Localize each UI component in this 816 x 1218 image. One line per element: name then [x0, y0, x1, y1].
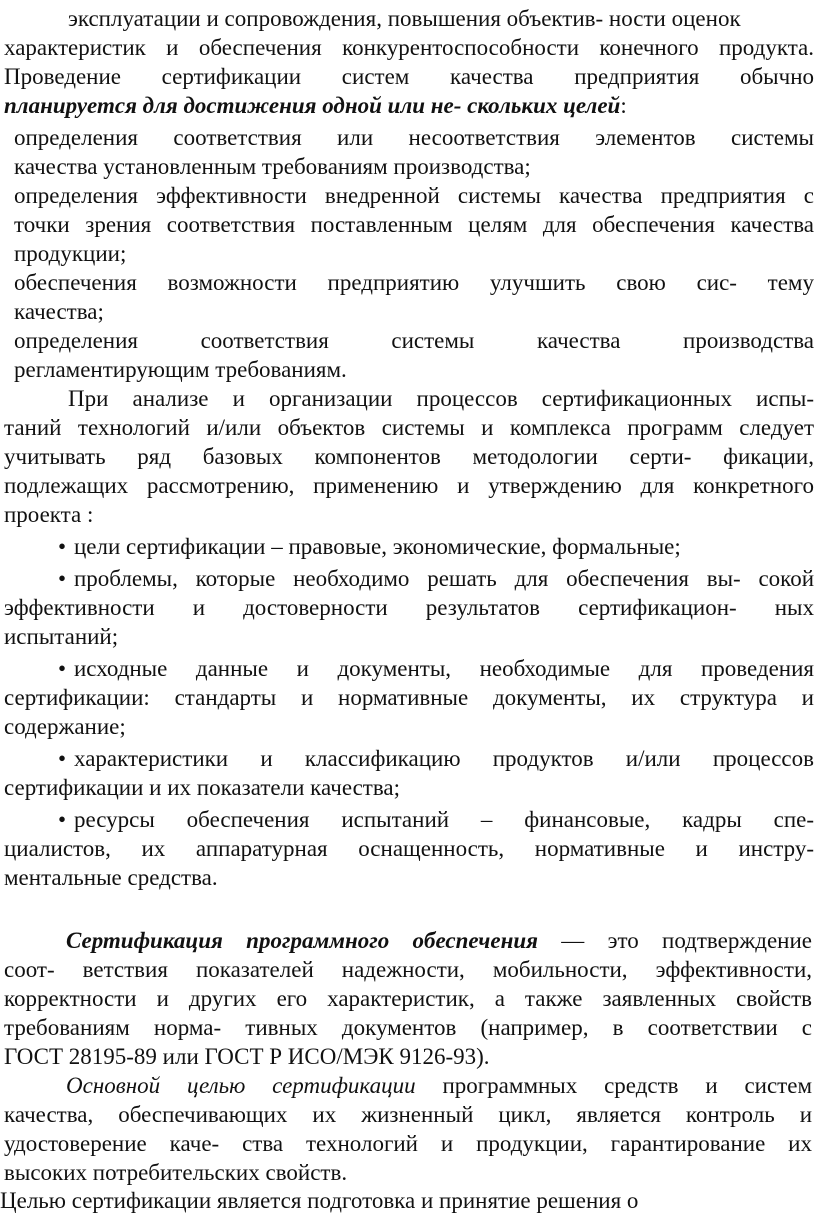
text-line: Сертификация программного обеспечения — это подтверждение — [66, 928, 812, 953]
text-line: эксплуатации и сопровождения, повышения объектив- ности оценок — [68, 6, 741, 31]
emphasis-text: планируется для достижения одной или не- скольких целей — [4, 93, 621, 118]
text-line: Основной целью сертификации программных средств и систем — [66, 1073, 813, 1098]
list-item: обеспечения возможности предприятию улучшить свою сис- тему — [14, 270, 814, 295]
text-line: сертификации и их показатели качества; — [4, 775, 401, 800]
bullet-icon: • — [58, 566, 67, 591]
bullet-item: • цели сертификации – правовые, экономические, формальные; — [58, 534, 681, 559]
emphasis-text: Основной целью сертификации — [66, 1073, 416, 1098]
text-line: испытаний; — [4, 624, 119, 649]
bullet-icon: • — [58, 656, 67, 681]
text-line: Целью сертификации является подготовка и принятие решения о — [0, 1188, 639, 1213]
text-line: эффективности и достоверности результатов сертификацион- ных — [4, 595, 814, 620]
text-line: сертификации: стандарты и нормативные документы, их структура и — [4, 685, 814, 710]
bullet-item: • характеристики и классификацию продуктов и/или процессов — [58, 746, 814, 771]
text-line: высоких потребительских свойств. — [4, 1160, 348, 1185]
text-line: циалистов, их аппаратурная оснащенность, нормативные и инстру- — [4, 836, 814, 861]
list-item: определения эффективности внедренной системы качества предприятия с — [14, 183, 814, 208]
text-line: учитывать ряд базовых компонентов методологии серти- фикации, — [4, 444, 814, 469]
text-line: регламентирующим требованиям. — [14, 357, 347, 382]
text-line: проекта : — [4, 502, 94, 527]
text-line: требованиям норма- тивных документов (например, в соответствии с — [4, 1015, 812, 1040]
text-line: Проведение сертификации систем качества предприятия обычно — [4, 64, 814, 89]
text-line: качества, обеспечивающих их жизненный цикл, является контроль и — [4, 1102, 812, 1127]
text-line: планируется для достижения одной или не- скольких целей: — [4, 93, 627, 118]
text-line: содержание; — [4, 714, 126, 739]
bullet-icon: • — [58, 807, 67, 832]
text-line: подлежащих рассмотрению, применению и утверждению для конкретного — [4, 473, 814, 498]
text-line: ментальные средства. — [4, 865, 218, 890]
text-line: качества установленным требованиям производства; — [14, 154, 531, 179]
text-line: соот- ветствия показателей надежности, мобильности, эффективности, — [4, 957, 812, 982]
text-line: При анализе и организации процессов сертификационных испы- — [68, 386, 814, 411]
list-item: определения соответствия системы качества производства — [14, 328, 814, 353]
bullet-item: • проблемы, которые необходимо решать для обеспечения вы- сокой — [58, 566, 814, 591]
bullet-icon: • — [58, 534, 67, 559]
text-line: качества; — [14, 299, 104, 324]
list-item: определения соответствия или несоответствия элементов системы — [14, 125, 814, 150]
text-line: точки зрения соответствия поставленным целям для обеспечения качества — [14, 212, 814, 237]
bullet-item: • исходные данные и документы, необходимые для проведения — [58, 656, 814, 681]
bullet-icon: • — [58, 746, 67, 771]
emphasis-text: Сертификация программного обеспечения — [66, 928, 538, 953]
text-line: ГОСТ 28195-89 или ГОСТ Р ИСО/МЭК 9126-93). — [4, 1044, 490, 1069]
text-line: продукции; — [14, 241, 127, 266]
text-line: корректности и других его характеристик, а также заявленных свойств — [4, 986, 812, 1011]
text-line: удостоверение каче- ства технологий и продукции, гарантирование их — [4, 1131, 812, 1156]
text-line: таний технологий и/или объектов системы и комплекса программ следует — [4, 415, 814, 440]
text-line: характеристик и обеспечения конкурентоспособности конечного продукта. — [4, 35, 814, 60]
bullet-item: • ресурсы обеспечения испытаний – финансовые, кадры спе- — [58, 807, 814, 832]
